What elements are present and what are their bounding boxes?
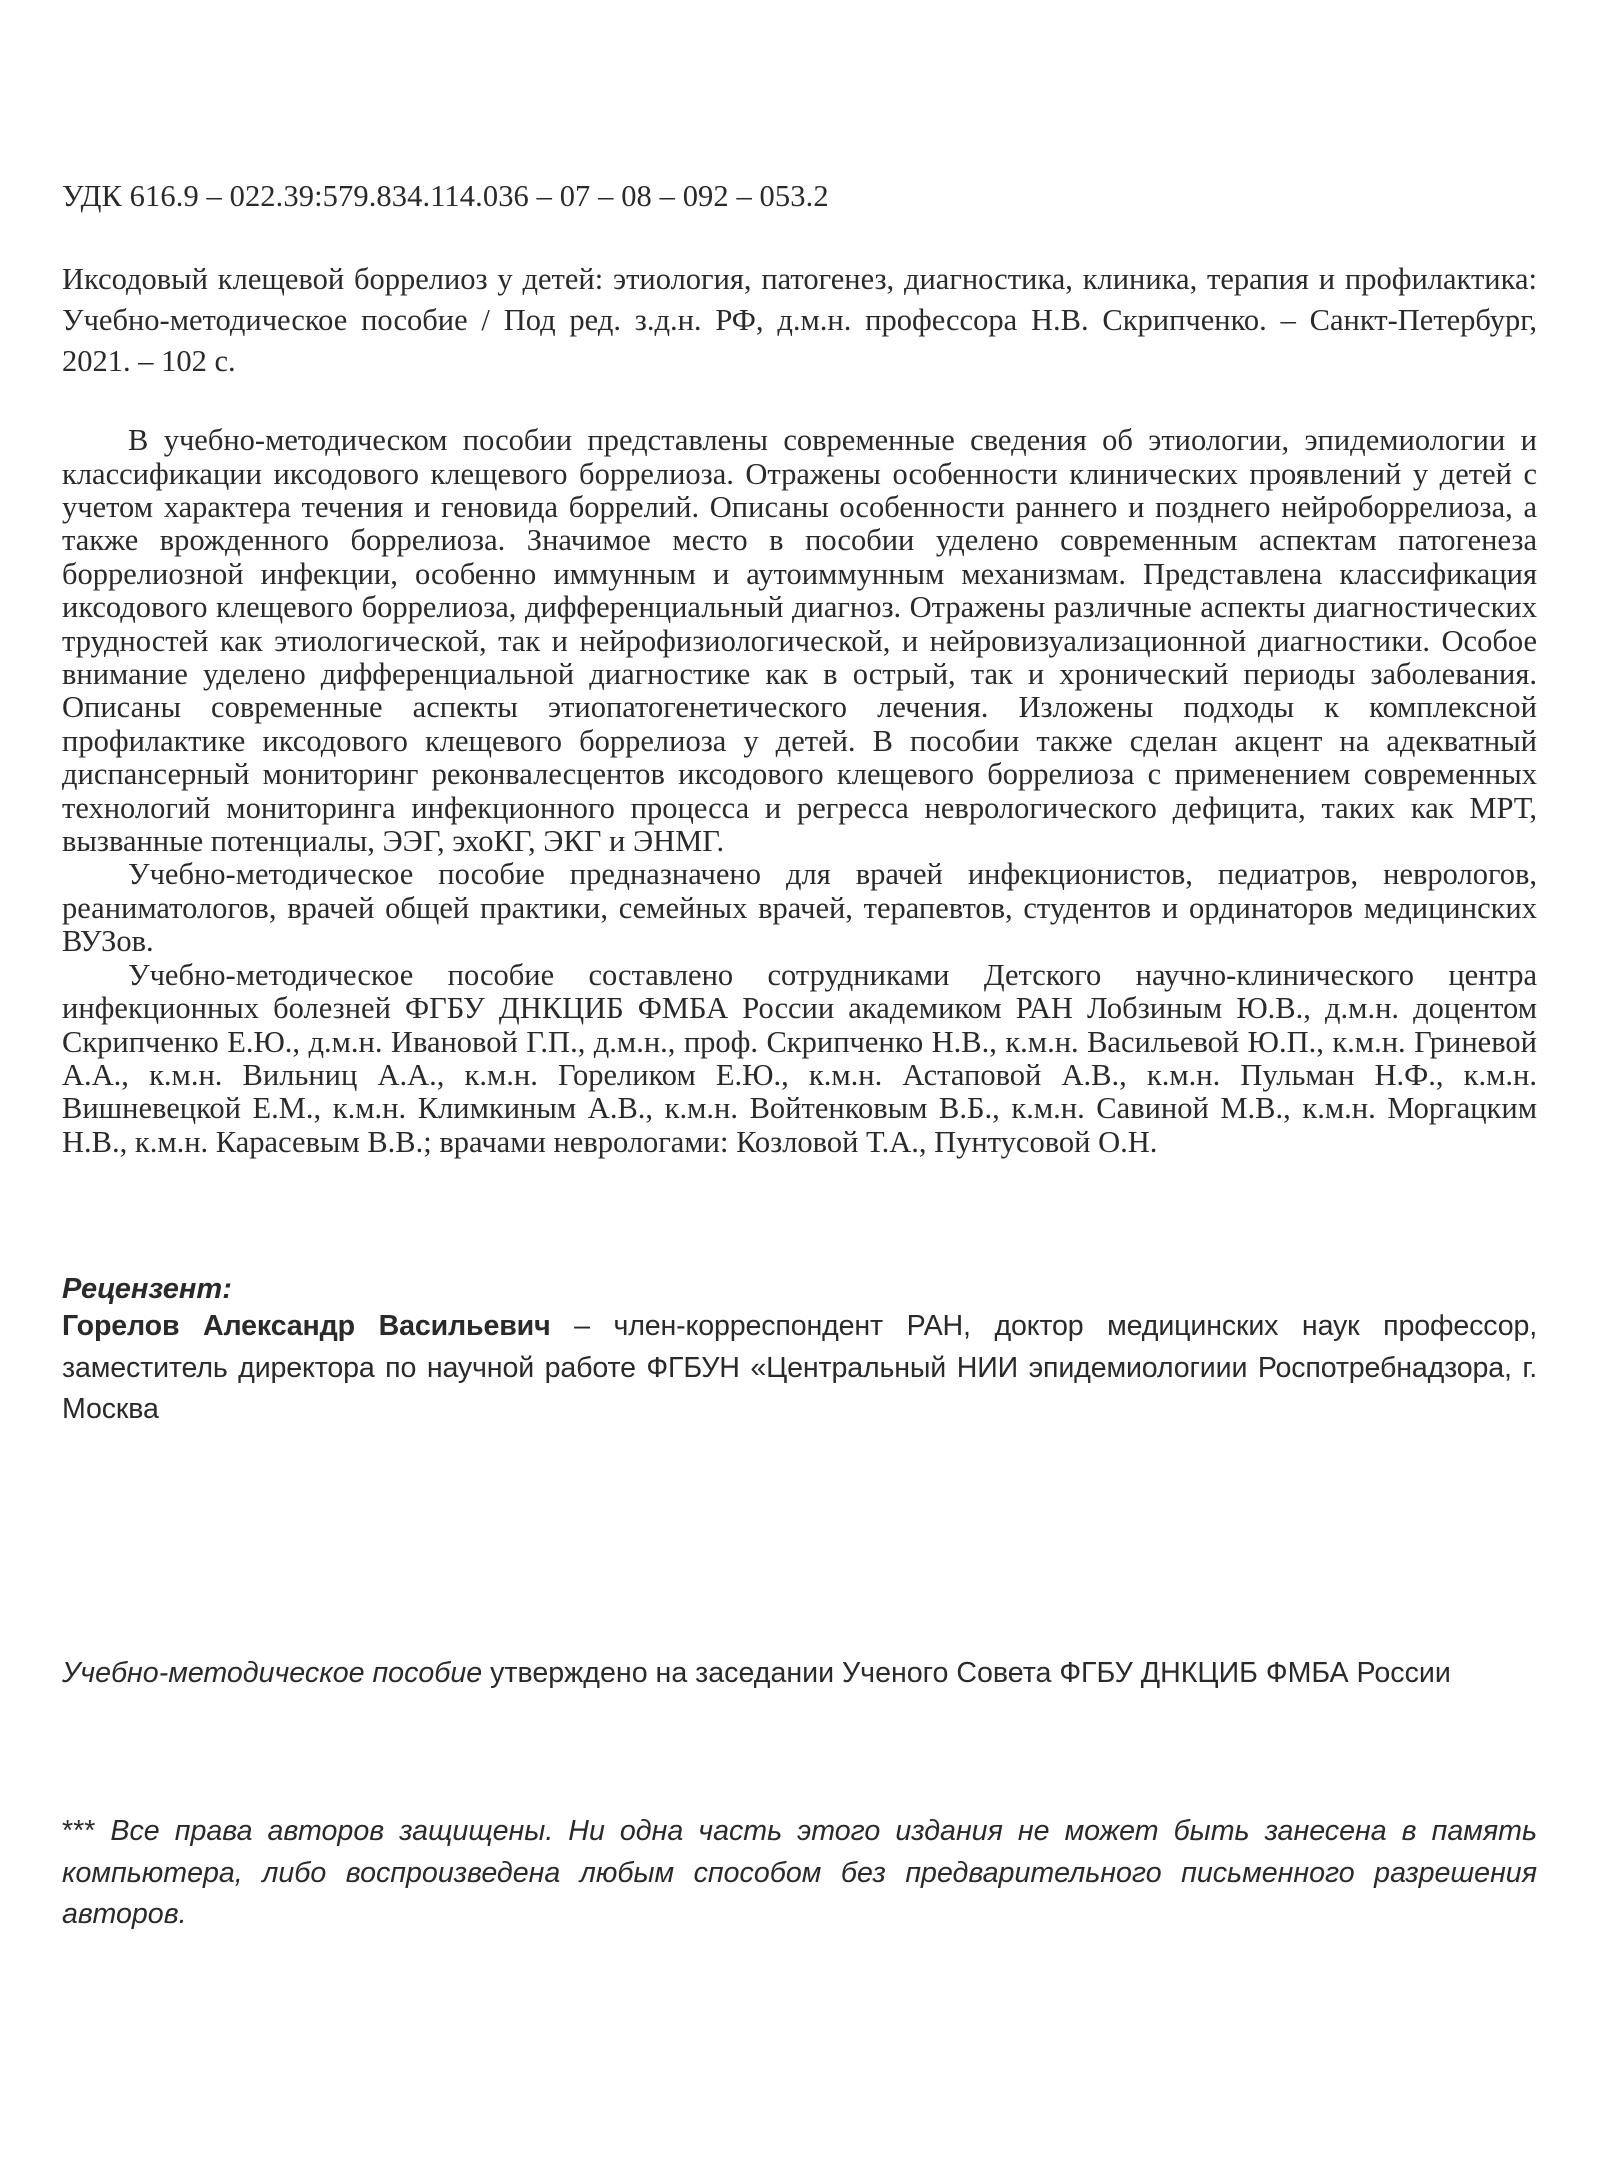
document-page — [62, 176, 1537, 1936]
copyright-notice — [62, 1811, 1537, 1936]
abstract — [62, 424, 1537, 1159]
copyright-text: Все права авторов защищены. Ни одна часть этого издания не может быть занесена в память компьютера, либо воспроизведена любым способом без предварительного письменного разрешения авторов. — [62, 1815, 1537, 1931]
approval-rest: утверждено на заседании Ученого Совета ФГБУ ДНКЦИБ ФМБА России — [482, 1656, 1451, 1689]
reviewer-description: – член-корреспондент РАН, доктор медицинских наук профессор, заместитель директора по научной работе ФГБУН «Центральный НИИ эпидемиологиии Роспотребнадзора, г. Москва — [62, 1310, 1538, 1426]
reviewer-section — [62, 1272, 1537, 1431]
reviewer-name: Горелов Александр Васильевич — [62, 1310, 551, 1343]
reviewer-heading: Рецензент: — [62, 1273, 232, 1306]
udc-code: УДК 616.9 – 022.39:579.834.114.036 – 07 – 08 – 092 – 053.2 — [62, 179, 829, 213]
reviewer-text — [62, 1306, 1537, 1431]
bibliographic-citation: Иксодовый клещевой боррелиоз у детей: этиология, патогенез, диагностика, клиника, терапия и профилактика: Учебно-методическое пособие / Под ред. з.д.н. РФ, д.м.н. профессора Н.В. Скрипченко. – Санкт-Петербург, 2021. – 102 с. — [62, 262, 1537, 379]
approval-italic: Учебно-методическое пособие — [62, 1656, 483, 1689]
copyright-stars: *** — [62, 1815, 96, 1848]
abstract-paragraph-audience: Учебно-методическое пособие предназначено для врачей инфекционистов, педиатров, неврологов, реаниматологов, врачей общей практики, семейных врачей, терапевтов, студентов и ординаторов медицинских ВУЗов. — [62, 857, 1537, 959]
abstract-paragraph-summary: В учебно-методическом пособии представлены современные сведения об этиологии, эпидемиологии и классификации иксодового клещевого боррелиоза. Отражены особенности клинических проявлений у детей с учетом характера течения и геновида боррелий. Описаны особенности раннего и позднего нейроборрелиоза, а также врожденного боррелиоза. Значимое место в пособии уделено современным аспектам патогенеза боррелиозной инфекции, особенно иммунным и аутоиммунным механизмам. Представлена классификация иксодового клещевого боррелиоза, дифференциальный диагноз. Отражены различные аспекты диагностических трудностей как этиологической, так и нейрофизиологической, и нейровизуализационной диагностики. Особое внимание уделено дифференциальной диагностике как в острый, так и хронический периоды заболевания. Описаны современные аспекты этиопатогенетического лечения. Изложены подходы к комплексной профилактике иксодового клещевого боррелиоза у детей. В пособии также сделан акцент на адекватный диспансерный мониторинг реконвалесцентов иксодового клещевого боррелиоза с применением современных технологий мониторинга инфекционного процесса и регресса неврологического дефицита, таких как МРТ, вызванные потенциалы, ЭЭГ, эхоКГ, ЭКГ и ЭНМГ. — [62, 423, 1537, 859]
abstract-paragraph-authors: Учебно-методическое пособие составлено сотрудниками Детского научно-клинического центра инфекционных болезней ФГБУ ДНКЦИБ ФМБА России академиком РАН Лобзиным Ю.В., д.м.н. доцентом Скрипченко Е.Ю., д.м.н. Ивановой Г.П., д.м.н., проф. Скрипченко Н.В., к.м.н. Васильевой Ю.П., к.м.н. Гриневой А.А., к.м.н. Вильниц А.А., к.м.н. Гореликом Е.Ю., к.м.н. Астаповой А.В., к.м.н. Пульман Н.Ф., к.м.н. Вишневецкой Е.М., к.м.н. Климкиным А.В., к.м.н. Войтенковым В.Б., к.м.н. Савиной М.В., к.м.н. Моргацким Н.В., к.м.н. Карасевым В.В.; врачами неврологами: Козловой Т.А., Пунтусовой О.Н. — [62, 957, 1537, 1159]
approval-statement — [62, 1653, 1537, 1695]
